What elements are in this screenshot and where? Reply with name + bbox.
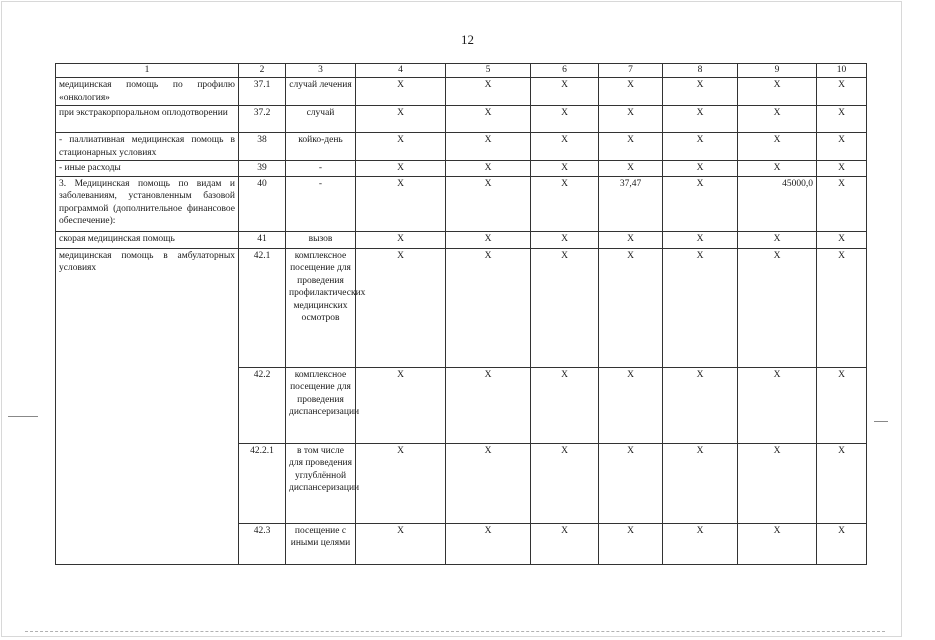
table-cell: Х: [356, 231, 446, 248]
column-header: 8: [663, 64, 738, 78]
table-cell: Х: [817, 106, 867, 133]
row-code: 42.3: [239, 523, 286, 564]
table-cell: Х: [356, 161, 446, 177]
row-unit: комплексное посещение для проведения диспансеризации: [286, 367, 356, 443]
table-cell: Х: [356, 176, 446, 231]
table-cell: Х: [531, 133, 599, 161]
table-cell: Х: [531, 367, 599, 443]
row-label: 3. Медицинская помощь по видам и заболеваниям, установленным базовой программой (дополнительное финансовое обеспечение):: [56, 176, 239, 231]
table-cell: Х: [817, 367, 867, 443]
column-header: 1: [56, 64, 239, 78]
table-cell: Х: [599, 523, 663, 564]
row-unit: -: [286, 176, 356, 231]
row-unit: -: [286, 161, 356, 177]
row-unit: посещение с иными целями: [286, 523, 356, 564]
table-cell: Х: [531, 231, 599, 248]
table-row: [56, 231, 867, 248]
table-row: [56, 78, 867, 106]
table-cell: Х: [446, 523, 531, 564]
table-cell: Х: [599, 133, 663, 161]
table-cell: Х: [531, 248, 599, 367]
table-cell: Х: [356, 248, 446, 367]
row-code: 42.1: [239, 248, 286, 367]
table-cell: Х: [531, 443, 599, 523]
table-cell: Х: [738, 248, 817, 367]
table-cell: 37,47: [599, 176, 663, 231]
table-cell: Х: [663, 231, 738, 248]
table-cell: Х: [531, 161, 599, 177]
table-cell: Х: [738, 367, 817, 443]
table-cell: Х: [599, 443, 663, 523]
row-code: 37.2: [239, 106, 286, 133]
table-cell: Х: [599, 78, 663, 106]
scan-edge-mark: [874, 421, 888, 422]
table-cell: Х: [446, 367, 531, 443]
column-header: 2: [239, 64, 286, 78]
table-cell: Х: [663, 176, 738, 231]
table-row: [56, 248, 867, 367]
row-unit: вызов: [286, 231, 356, 248]
row-code: 39: [239, 161, 286, 177]
row-unit: случай: [286, 106, 356, 133]
table-cell: Х: [738, 523, 817, 564]
tariff-table: [55, 63, 867, 565]
table-row: [56, 176, 867, 231]
table-cell: Х: [531, 176, 599, 231]
row-unit: случай лечения: [286, 78, 356, 106]
scan-edge-mark: [8, 416, 38, 417]
column-header: 9: [738, 64, 817, 78]
column-header: 7: [599, 64, 663, 78]
table-cell: Х: [738, 231, 817, 248]
table-cell: Х: [817, 161, 867, 177]
table-cell: Х: [599, 231, 663, 248]
table-cell: Х: [599, 248, 663, 367]
row-code: 42.2.1: [239, 443, 286, 523]
table-cell: Х: [663, 106, 738, 133]
table-cell: Х: [446, 133, 531, 161]
table-cell: Х: [663, 133, 738, 161]
column-header: 4: [356, 64, 446, 78]
table-cell: Х: [446, 443, 531, 523]
table-cell: Х: [817, 133, 867, 161]
table-cell: Х: [531, 78, 599, 106]
table-cell: Х: [663, 248, 738, 367]
table-cell: Х: [531, 106, 599, 133]
row-label: - иные расходы: [56, 161, 239, 177]
table-cell: Х: [446, 248, 531, 367]
table-cell: Х: [817, 523, 867, 564]
row-code: 42.2: [239, 367, 286, 443]
table-cell: Х: [531, 523, 599, 564]
row-code: 37.1: [239, 78, 286, 106]
table-cell: Х: [738, 161, 817, 177]
table-cell: Х: [663, 78, 738, 106]
row-unit: в том числе для проведения углублённой диспансеризации: [286, 443, 356, 523]
table-cell: Х: [738, 443, 817, 523]
table-cell: Х: [599, 367, 663, 443]
table-cell: Х: [817, 176, 867, 231]
column-header: 3: [286, 64, 356, 78]
table-row: [56, 161, 867, 177]
row-label: медицинская помощь по профилю «онкология»: [56, 78, 239, 106]
column-header: 10: [817, 64, 867, 78]
column-header: 5: [446, 64, 531, 78]
table-row: [56, 106, 867, 133]
table-cell: Х: [817, 78, 867, 106]
table-cell: Х: [663, 443, 738, 523]
table-cell: Х: [663, 161, 738, 177]
row-code: 38: [239, 133, 286, 161]
table-cell: Х: [356, 78, 446, 106]
row-code: 40: [239, 176, 286, 231]
table-cell: Х: [817, 248, 867, 367]
table-cell: Х: [356, 106, 446, 133]
row-unit: койко-день: [286, 133, 356, 161]
table-header-row: [56, 64, 867, 78]
table-cell: Х: [446, 106, 531, 133]
row-label: скорая медицинская помощь: [56, 231, 239, 248]
table-cell: Х: [356, 443, 446, 523]
table-cell: Х: [356, 367, 446, 443]
table-cell: Х: [599, 106, 663, 133]
table-cell: Х: [663, 523, 738, 564]
table-cell: Х: [446, 176, 531, 231]
row-label: при экстракорпоральном оплодотворении: [56, 106, 239, 133]
table-cell: Х: [356, 523, 446, 564]
table-cell: Х: [599, 161, 663, 177]
table-cell: Х: [446, 78, 531, 106]
row-label: медицинская помощь в амбулаторных условиях: [56, 248, 239, 564]
table-cell: Х: [663, 367, 738, 443]
row-unit: комплексное посещение для проведения профилактических медицинских осмотров: [286, 248, 356, 367]
column-header: 6: [531, 64, 599, 78]
page-number: 12: [461, 32, 474, 47]
table-cell: 45000,0: [738, 176, 817, 231]
table-cell: Х: [738, 78, 817, 106]
table-cell: Х: [356, 133, 446, 161]
table-cell: Х: [738, 133, 817, 161]
table-cell: Х: [738, 106, 817, 133]
table-row: [56, 133, 867, 161]
table-cell: Х: [446, 161, 531, 177]
row-label: - паллиативная медицинская помощь в стационарных условиях: [56, 133, 239, 161]
row-code: 41: [239, 231, 286, 248]
table-cell: Х: [817, 443, 867, 523]
table-cell: Х: [446, 231, 531, 248]
scan-bottom-line: [25, 631, 885, 633]
table-cell: Х: [817, 231, 867, 248]
